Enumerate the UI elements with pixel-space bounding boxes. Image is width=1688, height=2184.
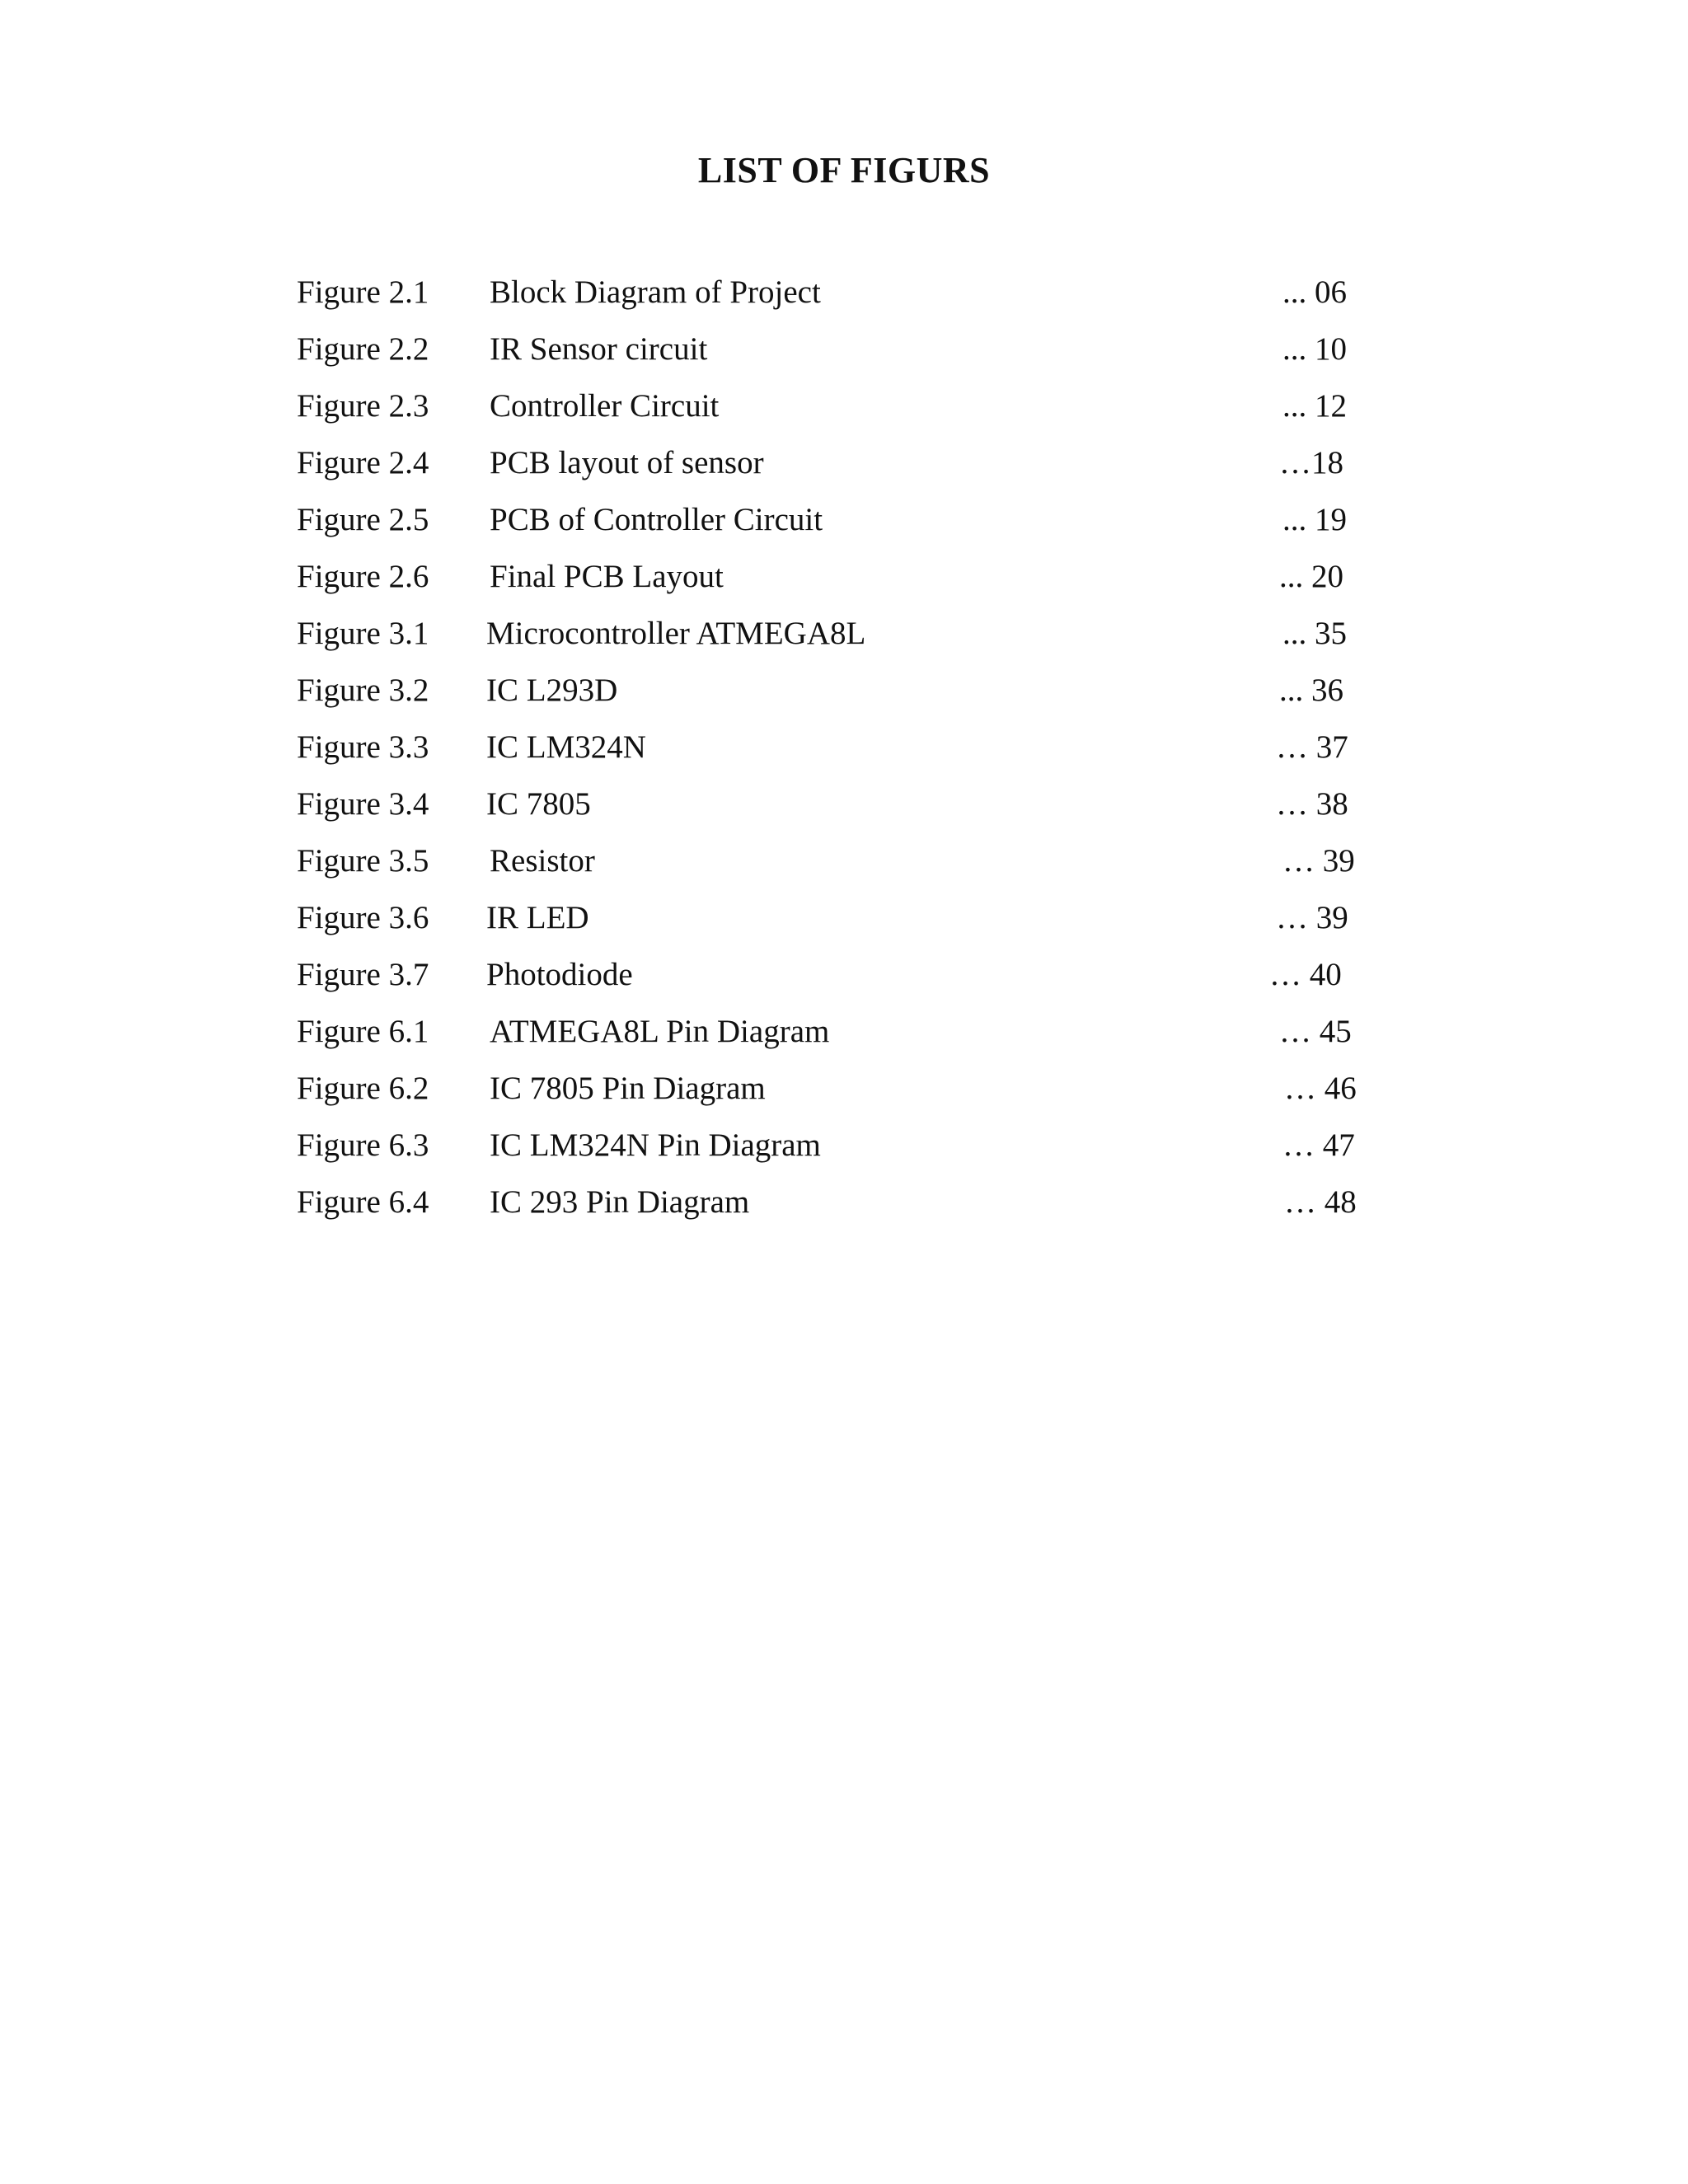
figure-number: Figure 3.4 (297, 786, 429, 822)
figure-number: Figure 3.3 (297, 729, 429, 765)
figure-number: Figure 6.1 (297, 1014, 429, 1049)
figure-entry (0, 898, 1688, 954)
figure-entry (0, 556, 1688, 613)
figure-number: Figure 6.4 (297, 1184, 429, 1220)
figure-entry (0, 443, 1688, 499)
figure-page: … 38 (1276, 786, 1348, 822)
figure-entry (0, 784, 1688, 841)
figure-page: ... 35 (1282, 616, 1347, 651)
figure-caption: IR LED (486, 900, 589, 935)
figure-page: … 39 (1282, 843, 1355, 879)
figure-number: Figure 3.5 (297, 843, 429, 879)
figure-caption: IC 7805 (486, 786, 591, 822)
figure-caption: IC 293 Pin Diagram (490, 1184, 750, 1220)
figure-number: Figure 2.6 (297, 559, 429, 594)
figure-entry (0, 727, 1688, 784)
figure-entry (0, 499, 1688, 556)
figure-entry (0, 329, 1688, 386)
figure-page: … 40 (1269, 957, 1342, 992)
figure-caption: IC 7805 Pin Diagram (490, 1071, 766, 1106)
figure-number: Figure 3.1 (297, 616, 429, 651)
figure-page: … 39 (1276, 900, 1348, 935)
figure-number: Figure 2.4 (297, 445, 429, 480)
figure-entry (0, 1125, 1688, 1182)
figure-caption: IC LM324N Pin Diagram (490, 1127, 821, 1163)
figure-entry (0, 613, 1688, 670)
figure-caption: Photodiode (486, 957, 633, 992)
figure-number: Figure 2.1 (297, 274, 429, 310)
figure-page: … 46 (1284, 1071, 1357, 1106)
figure-caption: IC LM324N (486, 729, 646, 765)
figure-caption: Microcontroller ATMEGA8L (486, 616, 866, 651)
figure-page: ... 19 (1282, 502, 1347, 537)
figure-caption: IR Sensor circuit (490, 331, 708, 367)
figure-page: … 48 (1284, 1184, 1357, 1220)
figure-caption: Block Diagram of Project (490, 274, 821, 310)
figure-caption: Controller Circuit (490, 388, 720, 424)
figure-number: Figure 2.2 (297, 331, 429, 367)
figure-page: ... 20 (1279, 559, 1343, 594)
figure-page: … 47 (1282, 1127, 1355, 1163)
figure-page: ... 36 (1279, 673, 1343, 708)
figure-caption: IC L293D (486, 673, 618, 708)
figure-number: Figure 6.2 (297, 1071, 429, 1106)
figure-entry (0, 386, 1688, 443)
figure-number: Figure 3.6 (297, 900, 429, 935)
figure-entry (0, 272, 1688, 329)
page-title: LIST OF FIGURS (697, 150, 991, 190)
figure-entry (0, 1011, 1688, 1068)
figure-caption: PCB layout of sensor (490, 445, 764, 480)
figure-page: … 37 (1276, 729, 1348, 765)
figure-number: Figure 2.5 (297, 502, 429, 537)
figure-entry (0, 841, 1688, 898)
figure-entry (0, 1068, 1688, 1125)
figure-caption: ATMEGA8L Pin Diagram (490, 1014, 830, 1049)
figure-page: ... 10 (1282, 331, 1347, 367)
figure-caption: Final PCB Layout (490, 559, 724, 594)
figure-entry (0, 1182, 1688, 1239)
figure-page: ... 12 (1282, 388, 1347, 424)
figure-caption: PCB of Controller Circuit (490, 502, 823, 537)
figure-entry (0, 954, 1688, 1011)
figure-number: Figure 6.3 (297, 1127, 429, 1163)
figure-number: Figure 3.2 (297, 673, 429, 708)
figure-page: …18 (1279, 445, 1343, 480)
figure-entry (0, 670, 1688, 727)
figure-number: Figure 3.7 (297, 957, 429, 992)
figure-number: Figure 2.3 (297, 388, 429, 424)
figure-page: … 45 (1279, 1014, 1352, 1049)
figure-caption: Resistor (490, 843, 595, 879)
figure-page: ... 06 (1282, 274, 1347, 310)
